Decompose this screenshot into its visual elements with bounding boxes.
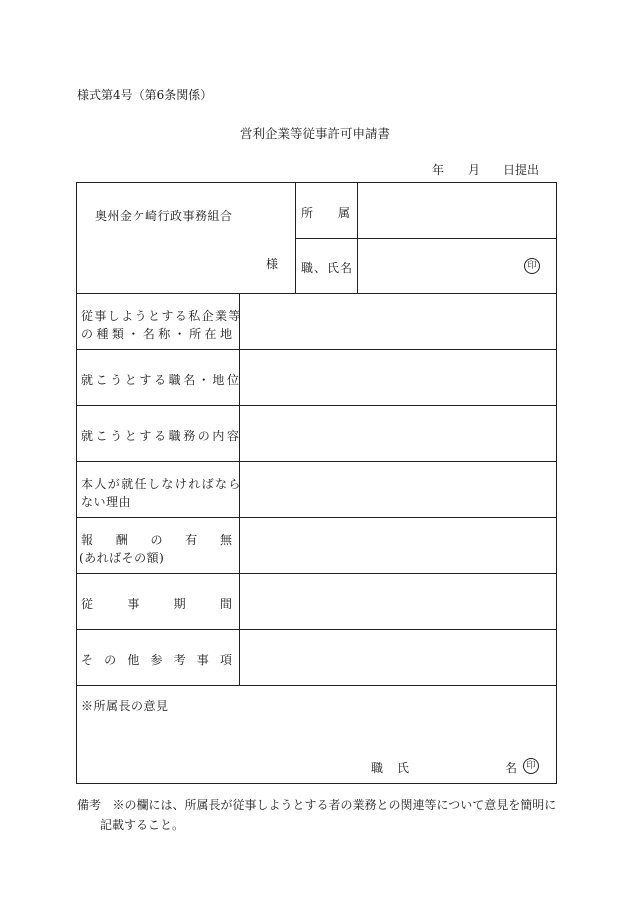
remarks bbox=[77, 795, 556, 835]
row-label-remuneration-line2: (あればその額) bbox=[79, 551, 165, 565]
date-month-label: 月 bbox=[468, 163, 481, 177]
remarks-prefix: 備考 bbox=[77, 798, 102, 812]
row-divider bbox=[76, 461, 557, 462]
supervisor-surname-label: 氏 bbox=[397, 761, 410, 775]
row-label-other-notes: そ の 他 参 考 事 項 bbox=[81, 653, 232, 667]
row-label-duties: 就こうとする職務の内容 bbox=[81, 429, 242, 443]
date-year-label: 年 bbox=[432, 163, 445, 177]
row-divider bbox=[76, 685, 557, 686]
remarks-line1: ※の欄には、所属長が従事しようとする者の業務との関連等について意見を簡明に bbox=[112, 798, 557, 812]
remarks-line2: 記載すること。 bbox=[100, 818, 185, 832]
row-label-company-line2: の 種 類 ・ 名 称 ・ 所 在 地 bbox=[81, 327, 232, 341]
affiliation-label: 所 属 bbox=[301, 206, 350, 220]
form-number: 様式第4号（第6条関係） bbox=[77, 88, 213, 102]
row-divider bbox=[76, 573, 557, 574]
row-divider bbox=[76, 405, 557, 406]
date-day-submit-label: 日提出 bbox=[503, 163, 540, 177]
row-label-remuneration-line1: 報 酬 の 有 無 bbox=[81, 533, 232, 547]
row-divider bbox=[76, 629, 557, 630]
header-inner-divider bbox=[295, 238, 557, 239]
honorific: 様 bbox=[266, 257, 279, 271]
seal-mark-icon: 印 bbox=[524, 258, 540, 274]
document-title: 営利企業等従事許可申請書 bbox=[239, 126, 390, 141]
supervisor-opinion-label: ※所属長の意見 bbox=[81, 699, 169, 713]
row-label-position: 就こうとする職名・地位 bbox=[81, 373, 242, 387]
row-label-reason-line1: 本人が就任しなければなら bbox=[81, 477, 242, 491]
supervisor-name-label: 名 bbox=[505, 761, 518, 775]
row-divider bbox=[76, 293, 557, 294]
name-label: 職、氏名 bbox=[301, 261, 354, 275]
row-label-reason-line2: ない理由 bbox=[81, 495, 132, 509]
seal-mark-icon: 印 bbox=[523, 758, 539, 774]
row-label-company-line1: 従事しようとする私企業等 bbox=[81, 309, 242, 323]
addressee: 奥州金ケ崎行政事務組合 bbox=[95, 209, 233, 223]
row-divider bbox=[76, 517, 557, 518]
supervisor-title-label: 職 bbox=[371, 761, 384, 775]
row-label-period: 従 事 期 間 bbox=[81, 597, 232, 611]
row-divider bbox=[76, 349, 557, 350]
